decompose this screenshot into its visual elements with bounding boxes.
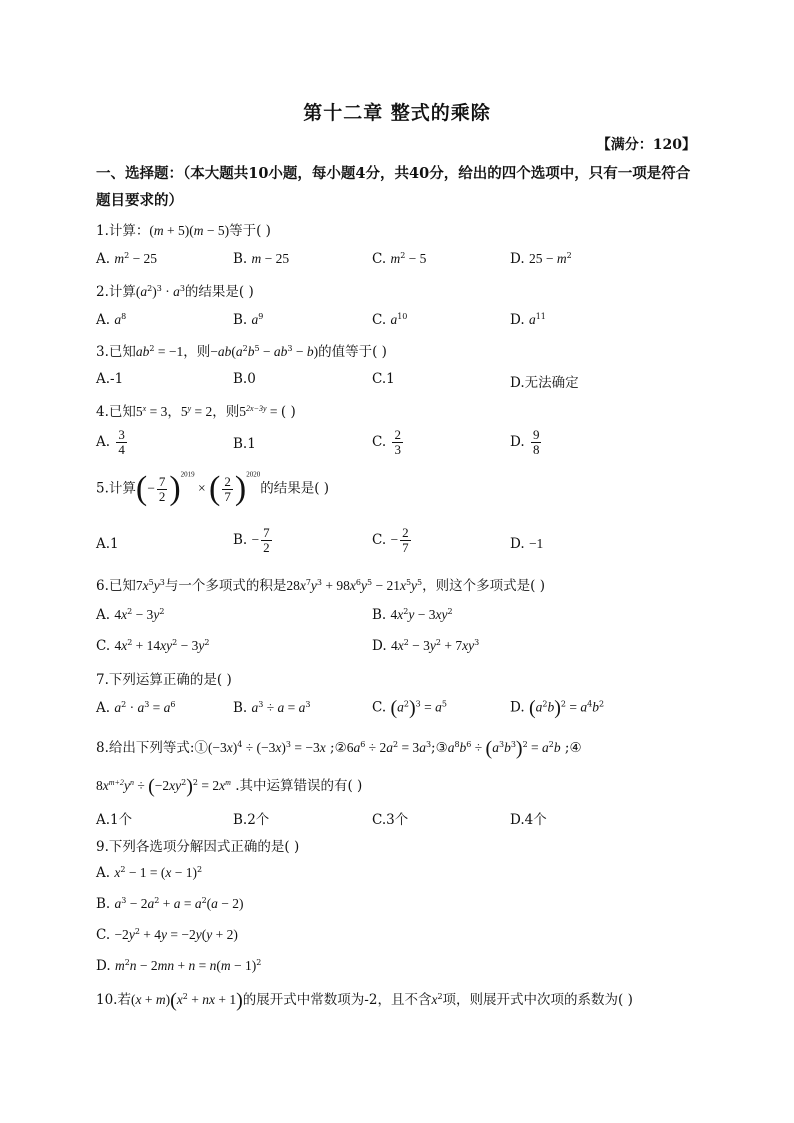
question-7-option-c: C. $(a^2)^3 = a^5$ [372, 697, 447, 719]
section-heading: 一、选择题：（本大题共10小题，每小题4分，共40分，给出的四个选项中，只有一项是符合题目要求的） [96, 165, 691, 209]
question-8-line-1: 8.给出下列等式$:①(-3x)^4 \div (-3x)^3 = -3x$ $;②6a^6 \div 2a^2$ = $3a^3;③a^8b^6 \div (a^3b^3)^2 = a^2b$ ;④ [96, 737, 582, 760]
question-7-option-a: A. $a^2 \cdot a^3 = a^6$ [96, 700, 176, 716]
question-3-option-c: C.1 [372, 371, 395, 387]
question-1-option-a: A. $m^2 - 25$ [96, 251, 158, 267]
question-6-option-d: D. $4x^2 - 3y^2 + 7xy^3$ [372, 638, 480, 654]
question-5-option-c: C. − $\frac{2}{7}$ [372, 525, 409, 555]
question-7-option-d: D. $(a^2b)^2 = a^4b^2$ [510, 697, 605, 719]
question-9-option-c: C. $-2y^2 + 4y = -2y(y + 2)$ [96, 927, 238, 943]
question-8-option-c: C.3个 [372, 812, 409, 828]
question-2-option-a: A. $a^8$ [96, 312, 127, 328]
question-6: 6.已知$7x^5y^3$与一个多项式的积是$28x^7y^3 + 98x^6y^5 - 21x^5y^5$，则这个多项式是( ) [96, 578, 545, 594]
question-4-option-c: C. $\frac{2}{3}$ [372, 427, 401, 457]
question-8-option-b: B.2个 [233, 812, 270, 828]
question-5-option-a: A.1 [96, 536, 119, 552]
question-8-option-a: A.1个 [96, 812, 133, 828]
score-label: 【满分：120】 [596, 137, 696, 153]
question-3-option-d: D.无法确定 [510, 375, 579, 391]
question-1-option-c: C. $m^2 - 5$ [372, 251, 427, 267]
question-7: 7.下列运算正确的是( ) [96, 672, 232, 688]
question-1-option-d: D. $25 - m^2$ [510, 251, 572, 267]
question-9: 9.下列各选项分解因式正确的是( ) [96, 839, 300, 855]
question-8-option-d: D.4个 [510, 812, 547, 828]
question-1: 1.计算：(m + 5)(m − 5)等于( ) [96, 223, 271, 239]
question-5-option-b: B. − $\frac{7}{2}$ [233, 525, 270, 555]
question-6-option-b: B. $4x^2y - 3xy^2$ [372, 607, 453, 623]
question-6-option-a: A. $4x^2 - 3y^2$ [96, 607, 165, 623]
question-6-option-c: C. $4x^2 + 14xy^2 - 3y^2$ [96, 638, 210, 654]
question-5: 5.计算(− $\frac{7}{2}$ )$^{2019}$ × ( $\frac{2}{7}$ )$^{2020}$的结果是( ) [96, 470, 330, 507]
question-2-option-d: D. $a^{11}$ [510, 312, 546, 328]
page-title: 第十二章 整式的乘除 [303, 102, 491, 124]
question-9-option-d: D. $m^2n - 2mn + n = n(m - 1)^2$ [96, 958, 262, 974]
question-2-option-c: C. $a^{10}$ [372, 312, 408, 328]
question-4-option-d: D. $\frac{9}{8}$ [510, 427, 540, 457]
question-4-option-a: A. $\frac{3}{4}$ [96, 427, 125, 457]
question-4-option-b: B.1 [233, 436, 256, 452]
question-2-option-b: B. $a^9$ [233, 312, 264, 328]
question-2: 2.计算$(a^2)^3 \cdot a^3$的结果是( ) [96, 284, 254, 300]
question-8-line-2: $8x^{m+2}y^n \div (-2xy^2)^2 = 2x^m$ .其中运算错误的有( ) [96, 775, 363, 798]
question-7-option-b: B. $a^3 \div a = a^3$ [233, 700, 311, 716]
question-5-option-d: D. −1 [510, 536, 544, 552]
question-9-option-b: B. $a^3 - 2a^2 + a = a^2(a - 2)$ [96, 896, 244, 912]
question-9-option-a: A. $x^2 - 1 = (x - 1)^2$ [96, 865, 203, 881]
question-4: 4.已知$5^x = 3$，$5^y = 2$，则$5^{2x-3y}$ = ( ) [96, 404, 296, 420]
question-3-option-b: B.0 [233, 371, 256, 387]
question-3-option-a: A.-1 [96, 371, 124, 387]
question-1-number: 1.计算： [96, 223, 150, 239]
question-3: 3.已知$ab^2 = -1$，则$-ab(a^2b^5 - ab^3 - b)$的值等于( ) [96, 344, 387, 360]
question-1-option-b: B. m − 25 [233, 251, 290, 267]
question-10: 10.若$(x + m)(x^2$ + nx + 1)的展开式中常数项为-2，且不含$x^2$项，则展开式中次项的系数为( ) [96, 989, 633, 1012]
